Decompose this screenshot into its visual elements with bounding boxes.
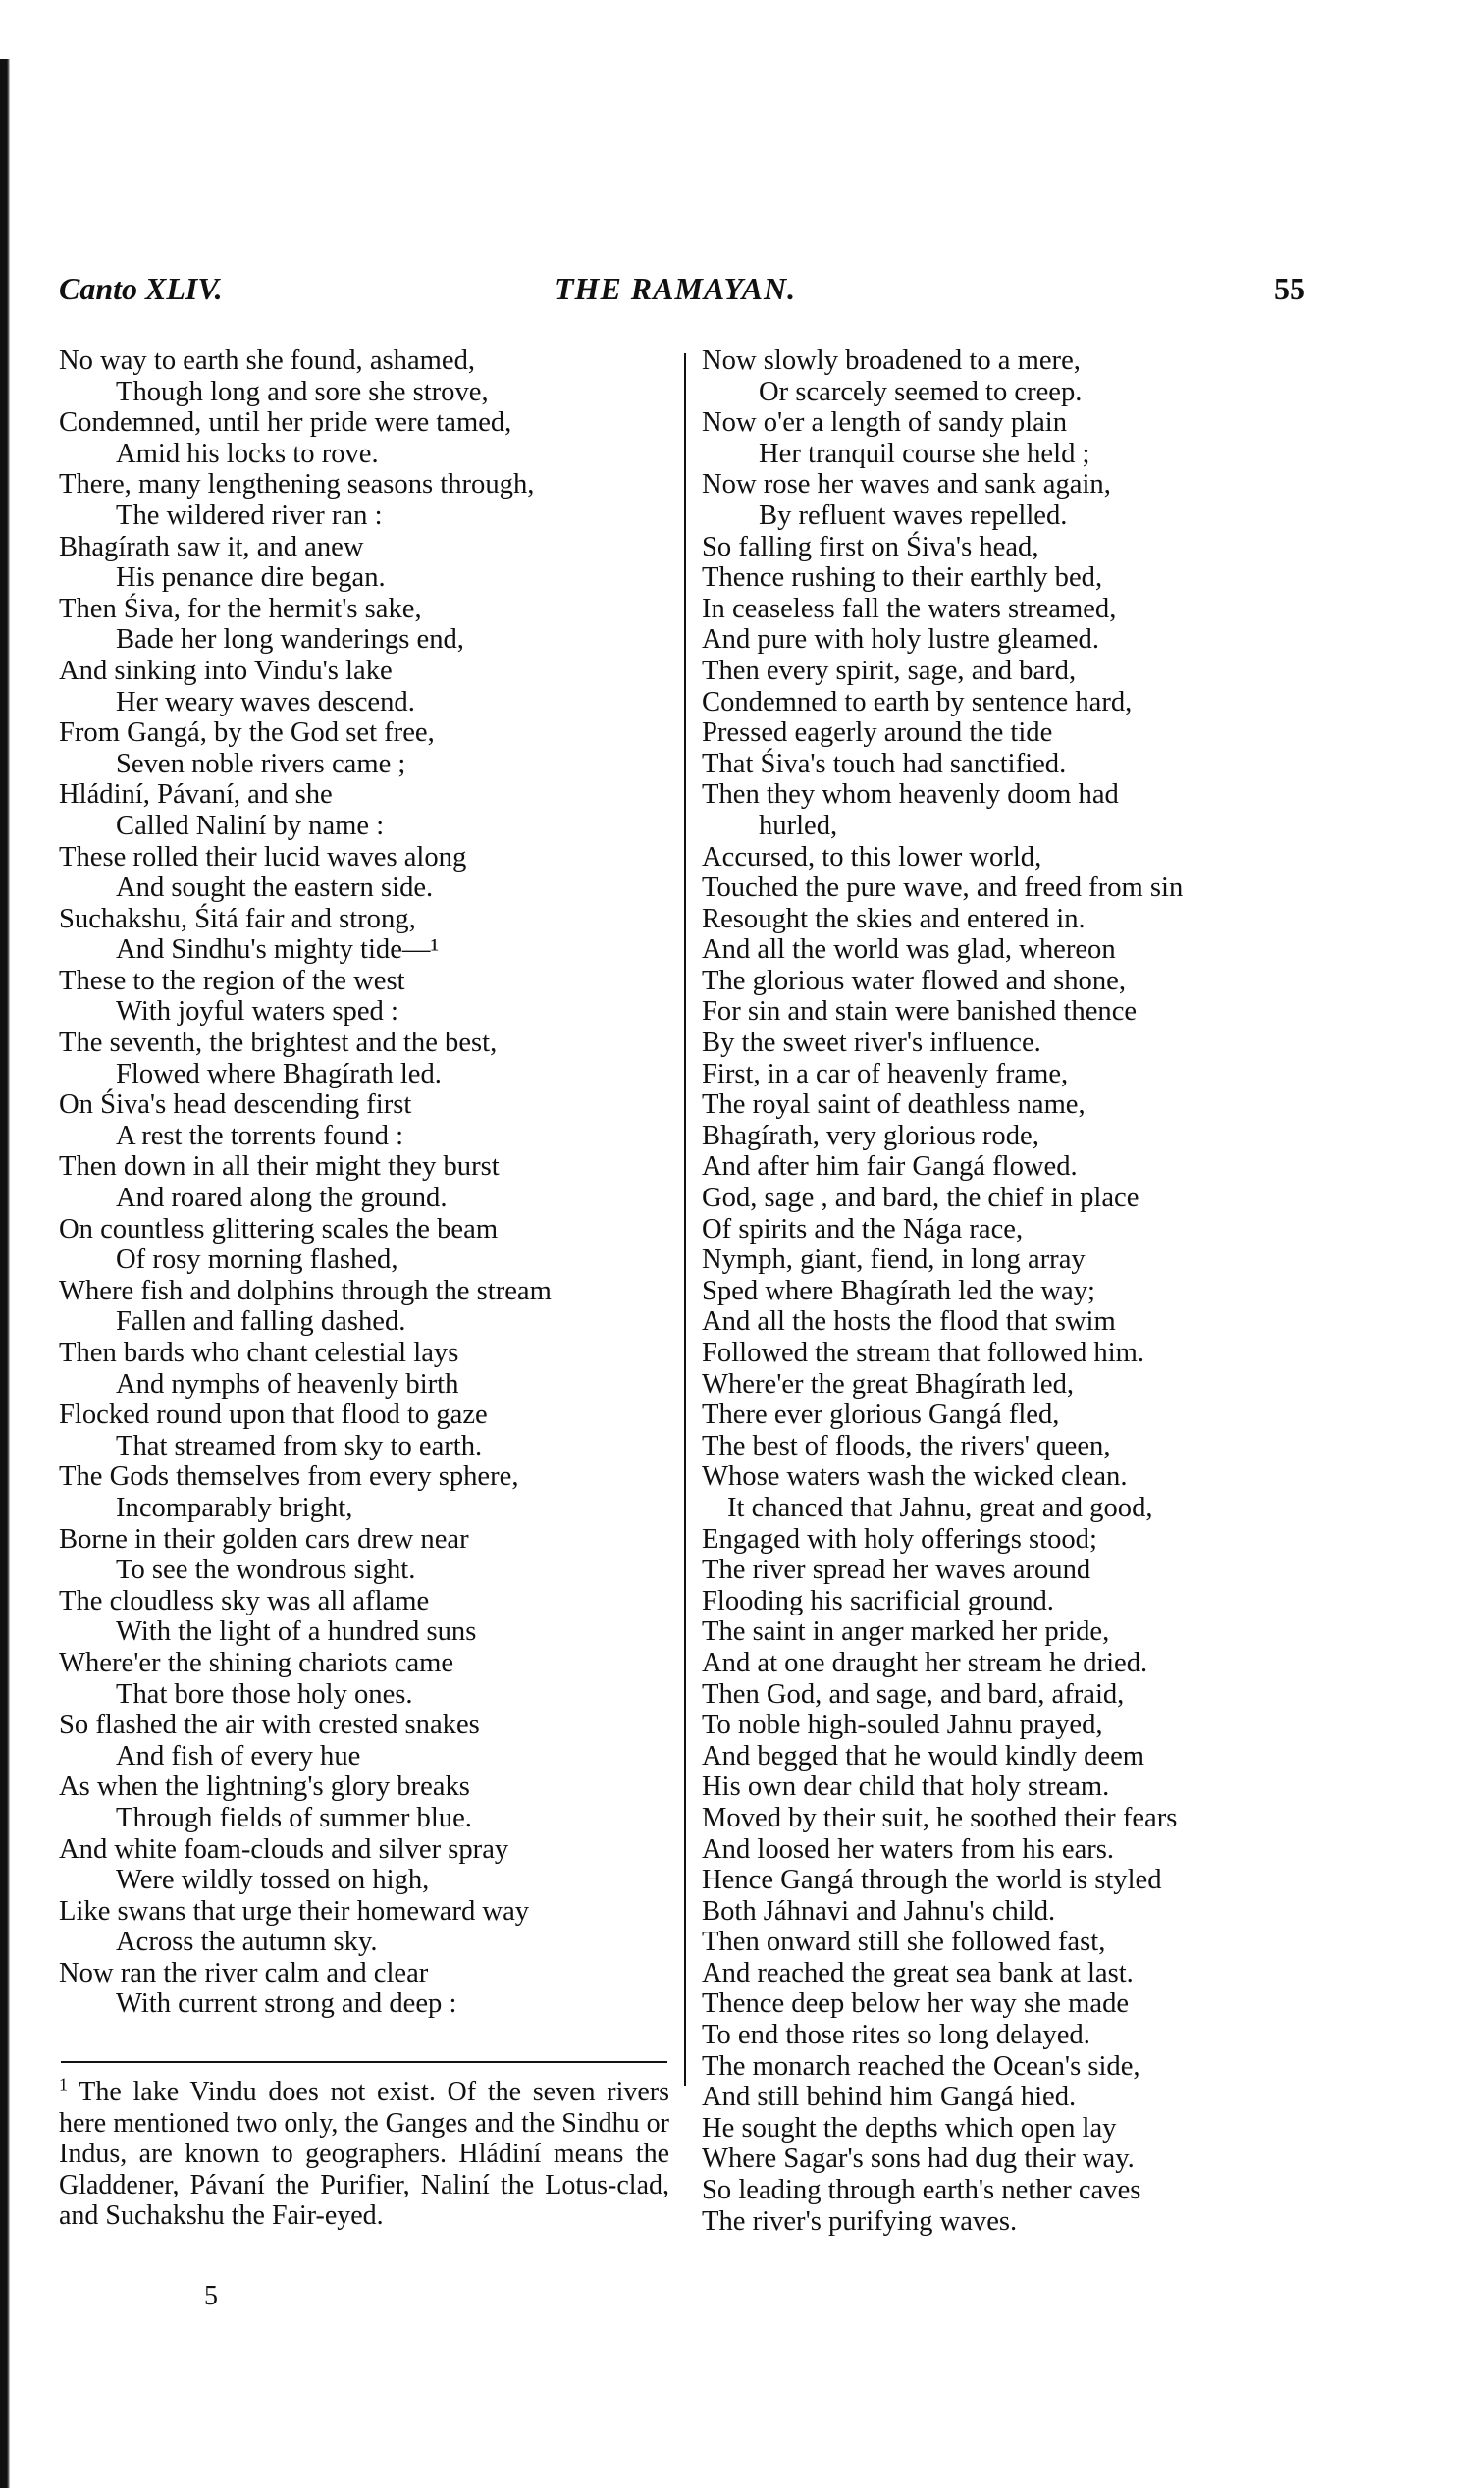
verse-line: Were wildly tossed on high, — [116, 1865, 430, 1896]
verse-line: And sinking into Vindu's lake — [59, 655, 393, 686]
verse-line: Where'er the great Bhagírath led, — [702, 1368, 1075, 1400]
verse-line: The glorious water flowed and shone, — [702, 965, 1126, 996]
verse-line: Moved by their suit, he soothed their fears — [702, 1802, 1178, 1833]
verse-line: And at one draught her stream he dried. — [702, 1647, 1148, 1678]
verse-line: His own dear child that holy stream. — [702, 1772, 1110, 1803]
verse-line: Fallen and falling dashed. — [116, 1306, 406, 1338]
verse-line: Condemned, until her pride were tamed, — [59, 407, 512, 439]
verse-line: Flooding his sacrificial ground. — [702, 1585, 1054, 1616]
verse-line: Hládiní, Pávaní, and she — [59, 779, 333, 811]
verse-line: The monarch reached the Ocean's side, — [702, 2050, 1140, 2082]
verse-line: Suchakshu, Śitá fair and strong, — [59, 903, 416, 934]
verse-line: Followed the stream that followed him. — [702, 1338, 1145, 1368]
footnote-rule — [61, 2061, 667, 2063]
verse-line: The river's purifying waves. — [702, 2205, 1018, 2237]
footnote — [59, 2074, 669, 2232]
verse-line: Where'er the shining chariots came — [59, 1647, 454, 1678]
footnote-text: The lake Vindu does not exist. Of the seven rivers here mentioned two only, the Ganges and the Sindhu or Indus, are known to geographers. Hládiní means the Gladdener, Pávaní the Purifier, Naliní the Lotus-clad, and Suchakshu the Fair-eyed. — [59, 2077, 669, 2231]
verse-line: With current strong and deep : — [116, 1988, 457, 2020]
signature-mark: 5 — [204, 2281, 218, 2311]
verse-line: Then onward still she followed fast, — [702, 1927, 1106, 1958]
verse-line: First, in a car of heavenly frame, — [702, 1058, 1069, 1089]
verse-line: And nymphs of heavenly birth — [116, 1368, 459, 1400]
verse-line: And sought the eastern side. — [116, 873, 434, 904]
verse-line: Then down in all their might they burst — [59, 1151, 500, 1183]
verse-line: To noble high-souled Jahnu prayed, — [702, 1710, 1103, 1741]
verse-line: With the light of a hundred suns — [116, 1616, 477, 1648]
verse-line: The Gods themselves from every sphere, — [59, 1461, 519, 1493]
verse-line: No way to earth she found, ashamed, — [59, 345, 476, 376]
page-number: 55 — [1274, 271, 1305, 306]
verse-line: For sin and stain were banished thence — [702, 996, 1138, 1028]
verse-line: Of rosy morning flashed, — [116, 1244, 398, 1276]
page-binding-edge — [0, 59, 10, 2488]
verse-line: And loosed her waters from his ears. — [702, 1833, 1115, 1865]
verse-line: The royal saint of deathless name, — [702, 1089, 1086, 1121]
verse-line: His penance dire began. — [116, 562, 386, 594]
verse-line: These rolled their lucid waves along — [59, 841, 467, 873]
verse-line: Sped where Bhagírath led the way; — [702, 1275, 1095, 1306]
verse-line: Where fish and dolphins through the stream — [59, 1275, 552, 1306]
verse-line: Now ran the river calm and clear — [59, 1957, 429, 1988]
verse-line: So flashed the air with crested snakes — [59, 1710, 480, 1741]
verse-line: Though long and sore she strove, — [116, 376, 489, 407]
verse-line: Or scarcely seemed to creep. — [759, 376, 1083, 407]
verse-line: Bhagírath, very glorious rode, — [702, 1120, 1039, 1151]
left-verse-column — [59, 345, 667, 2020]
verse-line: That bore those holy ones. — [116, 1678, 413, 1710]
book-title: THE RAMAYAN. — [555, 271, 797, 306]
verse-line: And all the world was glad, whereon — [702, 934, 1116, 966]
verse-line: Flocked round upon that flood to gaze — [59, 1400, 488, 1431]
verse-line: He sought the depths which open lay — [702, 2112, 1117, 2144]
verse-line: To see the wondrous sight. — [116, 1555, 416, 1586]
verse-line: Amid his locks to rove. — [116, 438, 379, 469]
verse-line: With joyful waters sped : — [116, 996, 398, 1028]
verse-line: The cloudless sky was all aflame — [59, 1585, 430, 1616]
verse-line: Nymph, giant, fiend, in long array — [702, 1244, 1086, 1276]
verse-line: Engaged with holy offerings stood; — [702, 1523, 1097, 1555]
verse-line: Bade her long wanderings end, — [116, 624, 464, 656]
verse-line: Condemned to earth by sentence hard, — [702, 686, 1133, 717]
verse-line: The saint in anger marked her pride, — [702, 1616, 1110, 1648]
verse-line: Her weary waves descend. — [116, 686, 415, 717]
verse-line: To end those rites so long delayed. — [702, 2020, 1090, 2051]
right-verse-column — [702, 345, 1315, 2237]
verse-line: Then Śiva, for the hermit's sake, — [59, 593, 422, 624]
verse-line: Then bards who chant celestial lays — [59, 1338, 459, 1368]
canto-label: Canto XLIV. — [59, 271, 223, 306]
verse-line: There, many lengthening seasons through, — [59, 469, 535, 501]
verse-line: That Śiva's touch had sanctified. — [702, 748, 1067, 779]
verse-line: Flowed where Bhagírath led. — [116, 1058, 442, 1089]
verse-line: And reached the great sea bank at last. — [702, 1957, 1134, 1988]
verse-line: Called Naliní by name : — [116, 810, 385, 841]
verse-line: The best of floods, the rivers' queen, — [702, 1430, 1111, 1461]
verse-line: Through fields of summer blue. — [116, 1802, 472, 1833]
verse-line: Then every spirit, sage, and bard, — [702, 655, 1077, 686]
verse-line: In ceaseless fall the waters streamed, — [702, 593, 1117, 624]
footnote-marker: 1 — [59, 2074, 68, 2094]
verse-line: From Gangá, by the God set free, — [59, 717, 435, 749]
verse-line: Seven noble rivers came ; — [116, 748, 406, 779]
verse-line: Now rose her waves and sank again, — [702, 469, 1111, 501]
verse-line: Now o'er a length of sandy plain — [702, 407, 1068, 439]
verse-line: So leading through earth's nether caves — [702, 2175, 1141, 2206]
verse-line: Thence rushing to their earthly bed, — [702, 562, 1103, 594]
verse-line: And still behind him Gangá hied. — [702, 2082, 1077, 2113]
verse-line: Accursed, to this lower world, — [702, 841, 1042, 873]
verse-line: Incomparably bright, — [116, 1492, 353, 1523]
verse-line: And begged that he would kindly deem — [702, 1740, 1145, 1772]
verse-line: And white foam-clouds and silver spray — [59, 1833, 509, 1865]
verse-line: And pure with holy lustre gleamed. — [702, 624, 1099, 656]
verse-line: Her tranquil course she held ; — [759, 438, 1090, 469]
verse-line: Both Jáhnavi and Jahnu's child. — [702, 1895, 1056, 1927]
verse-line: So falling first on Śiva's head, — [702, 531, 1039, 562]
verse-line: Touched the pure wave, and freed from sin — [702, 873, 1184, 904]
verse-line: As when the lightning's glory breaks — [59, 1772, 470, 1803]
verse-line: By the sweet river's influence. — [702, 1028, 1041, 1059]
verse-line: The seventh, the brightest and the best, — [59, 1028, 498, 1059]
verse-line: Across the autumn sky. — [116, 1927, 378, 1958]
verse-line: Of spirits and the Nága race, — [702, 1213, 1024, 1244]
verse-line: The river spread her waves around — [702, 1555, 1091, 1586]
verse-line: Hence Gangá through the world is styled — [702, 1865, 1162, 1896]
verse-line: And after him fair Gangá flowed. — [702, 1151, 1078, 1183]
verse-line: Borne in their golden cars drew near — [59, 1523, 469, 1555]
verse-line: There ever glorious Gangá fled, — [702, 1400, 1060, 1431]
verse-line: Where Sagar's sons had dug their way. — [702, 2144, 1135, 2175]
verse-line: Now slowly broadened to a mere, — [702, 345, 1081, 376]
verse-line: The wildered river ran : — [116, 500, 383, 531]
verse-line: Like swans that urge their homeward way — [59, 1895, 530, 1927]
verse-line: Resought the skies and entered in. — [702, 903, 1086, 934]
verse-line: hurled, — [759, 810, 838, 841]
verse-line: Thence deep below her way she made — [702, 1988, 1130, 2020]
running-header — [59, 271, 1305, 310]
verse-line: It chanced that Jahnu, great and good, — [727, 1492, 1153, 1523]
verse-line: Bhagírath saw it, and anew — [59, 531, 364, 562]
verse-line: Then God, and sage, and bard, afraid, — [702, 1678, 1125, 1710]
verse-line: Then they whom heavenly doom had — [702, 779, 1119, 811]
verse-line: God, sage , and bard, the chief in place — [702, 1183, 1140, 1214]
verse-line: A rest the torrents found : — [116, 1120, 404, 1151]
verse-line: On Śiva's head descending first — [59, 1089, 412, 1121]
verse-line: Whose waters wash the wicked clean. — [702, 1461, 1128, 1493]
verse-line: And Sindhu's mighty tide—¹ — [116, 934, 440, 966]
verse-line: On countless glittering scales the beam — [59, 1213, 499, 1244]
verse-line: And fish of every hue — [116, 1740, 361, 1772]
column-divider — [684, 353, 686, 2086]
verse-line: By refluent waves repelled. — [759, 500, 1068, 531]
verse-line: And all the hosts the flood that swim — [702, 1306, 1116, 1338]
verse-line: And roared along the ground. — [116, 1183, 448, 1214]
verse-line: These to the region of the west — [59, 965, 405, 996]
verse-line: That streamed from sky to earth. — [116, 1430, 483, 1461]
verse-line: Pressed eagerly around the tide — [702, 717, 1053, 749]
